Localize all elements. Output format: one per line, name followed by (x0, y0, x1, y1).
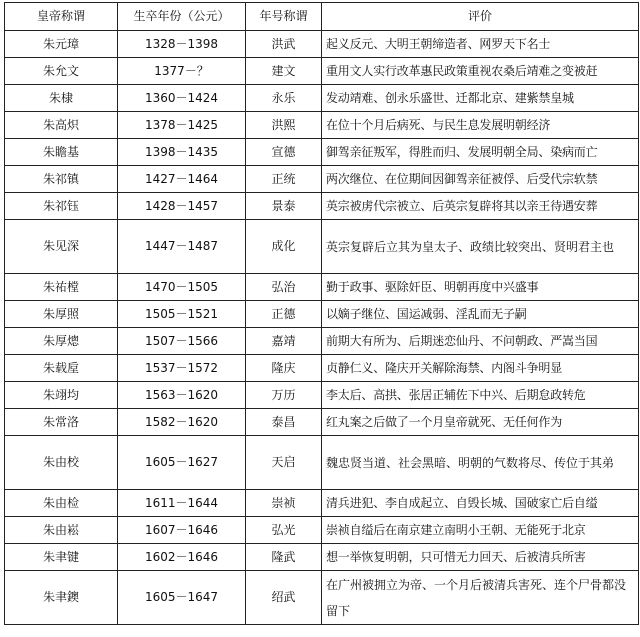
table-row (5, 139, 639, 166)
era-name-cell: 洪熙 (246, 112, 322, 139)
years-cell: 1328－1398 (118, 31, 246, 58)
era-name-cell: 弘治 (246, 274, 322, 301)
era-name-cell: 嘉靖 (246, 328, 322, 355)
table-row (5, 517, 639, 544)
evaluation-cell: 贞静仁义、隆庆开关解除海禁、内阁斗争明显 (322, 355, 639, 382)
years-cell: 1537－1572 (118, 355, 246, 382)
era-name-cell: 绍武 (246, 571, 322, 625)
table-row (5, 328, 639, 355)
emperor-name-cell: 朱厚熜 (5, 328, 118, 355)
evaluation-cell: 英宗被虏代宗被立、后英宗复辟将其以亲王待遇安葬 (322, 193, 639, 220)
evaluation-cell: 起义反元、大明王朝缔造者、网罗天下名士 (322, 31, 639, 58)
era-name-cell: 永乐 (246, 85, 322, 112)
header-row (5, 3, 639, 31)
era-name-cell: 宣德 (246, 139, 322, 166)
table-row (5, 544, 639, 571)
years-cell: 1605－1647 (118, 571, 246, 625)
table-row (5, 31, 639, 58)
evaluation-cell: 御驾亲征叛军，得胜而归、发展明朝全局、染病而亡 (322, 139, 639, 166)
table-row (5, 409, 639, 436)
evaluation-cell: 重用文人实行改革惠民政策重视农桑后靖难之变被赶 (322, 58, 639, 85)
evaluation-cell: 勤于政事、驱除奸臣、明朝再度中兴盛事 (322, 274, 639, 301)
emperor-name-cell: 朱祁钰 (5, 193, 118, 220)
emperor-name-cell: 朱见深 (5, 220, 118, 274)
table-row (5, 166, 639, 193)
years-cell: 1563－1620 (118, 382, 246, 409)
era-name-cell: 崇祯 (246, 490, 322, 517)
table-row (5, 355, 639, 382)
emperor-name-cell: 朱翊均 (5, 382, 118, 409)
era-name-cell: 正德 (246, 301, 322, 328)
evaluation-cell: 以嫡子继位、国运减弱、淫乱而无子嗣 (322, 301, 639, 328)
years-cell: 1360－1424 (118, 85, 246, 112)
years-cell: 1505－1521 (118, 301, 246, 328)
emperor-name-cell: 朱聿键 (5, 544, 118, 571)
years-cell: 1428－1457 (118, 193, 246, 220)
emperor-name-cell: 朱允文 (5, 58, 118, 85)
emperor-name-cell: 朱祁镇 (5, 166, 118, 193)
years-cell: 1398－1435 (118, 139, 246, 166)
era-name-cell: 洪武 (246, 31, 322, 58)
era-name-cell: 建文 (246, 58, 322, 85)
emperor-name-cell: 朱厚照 (5, 301, 118, 328)
years-cell: 1377－？ (118, 58, 246, 85)
era-name-cell: 万历 (246, 382, 322, 409)
era-name-cell: 天启 (246, 436, 322, 490)
years-cell: 1447－1487 (118, 220, 246, 274)
emperor-name-cell: 朱元璋 (5, 31, 118, 58)
emperor-name-cell: 朱常洛 (5, 409, 118, 436)
emperor-name-cell: 朱高炽 (5, 112, 118, 139)
table-row (5, 220, 639, 274)
evaluation-cell: 在位十个月后病死、与民生息发展明朝经济 (322, 112, 639, 139)
emperor-name-cell: 朱由校 (5, 436, 118, 490)
era-name-cell: 景泰 (246, 193, 322, 220)
emperor-name-cell: 朱祐樘 (5, 274, 118, 301)
years-cell: 1507－1566 (118, 328, 246, 355)
years-cell: 1470－1505 (118, 274, 246, 301)
years-cell: 1427－1464 (118, 166, 246, 193)
evaluation-cell: 在广州被拥立为帝、一个月后被清兵害死、连个尸骨都没留下 (322, 571, 639, 625)
header-years: 生卒年份（公元） (118, 3, 246, 31)
era-name-cell: 弘光 (246, 517, 322, 544)
header-emperor: 皇帝称谓 (5, 3, 118, 31)
years-cell: 1602－1646 (118, 544, 246, 571)
table-row (5, 193, 639, 220)
emperor-name-cell: 朱由崧 (5, 517, 118, 544)
evaluation-cell: 两次继位、在位期间因御驾亲征被俘、后受代宗软禁 (322, 166, 639, 193)
years-cell: 1611－1644 (118, 490, 246, 517)
evaluation-cell: 前期大有所为、后期迷恋仙丹、不问朝政、严嵩当国 (322, 328, 639, 355)
years-cell: 1582－1620 (118, 409, 246, 436)
era-name-cell: 正统 (246, 166, 322, 193)
evaluation-cell: 英宗复辟后立其为皇太子、政绩比较突出、贤明君主也 (322, 220, 639, 274)
emperor-name-cell: 朱棣 (5, 85, 118, 112)
era-name-cell: 隆武 (246, 544, 322, 571)
header-evaluation: 评价 (322, 3, 639, 31)
table-row (5, 571, 639, 625)
emperor-table (4, 2, 639, 625)
emperor-name-cell: 朱载垕 (5, 355, 118, 382)
emperor-name-cell: 朱由检 (5, 490, 118, 517)
table-row (5, 274, 639, 301)
evaluation-cell: 想一举恢复明朝，只可惜无力回天、后被清兵所害 (322, 544, 639, 571)
era-name-cell: 隆庆 (246, 355, 322, 382)
years-cell: 1605－1627 (118, 436, 246, 490)
years-cell: 1607－1646 (118, 517, 246, 544)
evaluation-cell: 清兵进犯、李自成起立、自毁长城、国破家亡后自缢 (322, 490, 639, 517)
emperor-name-cell: 朱聿鐭 (5, 571, 118, 625)
evaluation-cell: 李太后、高拱、张居正辅佐下中兴、后期怠政转危 (322, 382, 639, 409)
evaluation-cell: 红丸案之后做了一个月皇帝就死、无任何作为 (322, 409, 639, 436)
evaluation-cell: 魏忠贤当道、社会黑暗、明朝的气数将尽、传位于其弟 (322, 436, 639, 490)
table-row (5, 382, 639, 409)
era-name-cell: 泰昌 (246, 409, 322, 436)
evaluation-cell: 崇祯自缢后在南京建立南明小王朝、无能死于北京 (322, 517, 639, 544)
header-era: 年号称谓 (246, 3, 322, 31)
table-row (5, 490, 639, 517)
evaluation-cell: 发动靖难、创永乐盛世、迁都北京、建紫禁皇城 (322, 85, 639, 112)
table-row (5, 85, 639, 112)
table-row (5, 58, 639, 85)
years-cell: 1378－1425 (118, 112, 246, 139)
emperor-name-cell: 朱瞻基 (5, 139, 118, 166)
table-row (5, 436, 639, 490)
table-row (5, 112, 639, 139)
table-row (5, 301, 639, 328)
era-name-cell: 成化 (246, 220, 322, 274)
